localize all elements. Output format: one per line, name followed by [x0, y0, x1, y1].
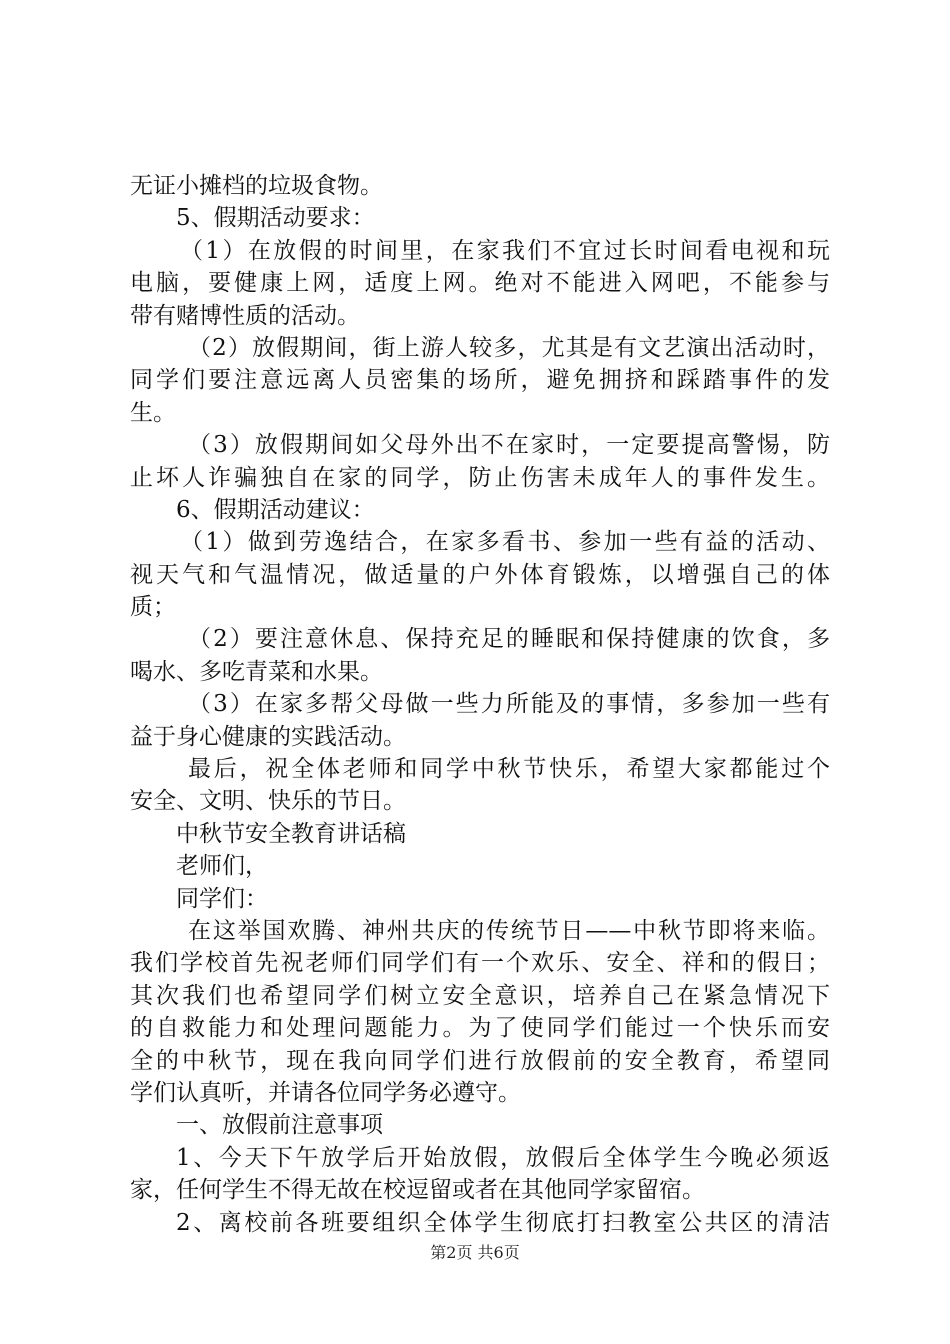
- text-line: 的自救能力和处理问题能力。为了使同学们能过一个快乐而安: [130, 1015, 830, 1042]
- text-line: 家，任何学生不得无故在校逗留或者在其他同学家留宿。: [130, 1177, 705, 1204]
- text-line: （2）要注意休息、保持充足的睡眠和保持健康的饮食，多: [188, 626, 830, 653]
- text-line: （3）在家多帮父母做一些力所能及的事情，多参加一些有: [188, 691, 830, 718]
- text-line: （3）放假期间如父母外出不在家时，一定要提高警惕，防: [188, 432, 830, 459]
- text-line: 一、放假前注意事项: [176, 1112, 383, 1139]
- text-line: 其次我们也希望同学们树立安全意识，培养自己在紧急情况下: [130, 982, 830, 1009]
- text-line: 学们认真听，并请各位同学务必遵守。: [130, 1079, 521, 1106]
- text-line: 同学们：: [176, 885, 268, 912]
- text-line: 生。: [130, 399, 176, 426]
- text-line: （1）做到劳逸结合，在家多看书、参加一些有益的活动、: [180, 529, 830, 556]
- text-line: 止坏人诈骗独自在家的同学，防止伤害未成年人的事件发生。: [130, 464, 830, 491]
- text-line: 益于身心健康的实践活动。: [130, 723, 406, 750]
- text-line: 喝水、多吃青菜和水果。: [130, 658, 383, 685]
- text-line: 带有赌博性质的活动。: [130, 302, 360, 329]
- page-number: 第2页 共6页: [430, 1243, 520, 1262]
- text-line: 质；: [130, 594, 176, 621]
- text-line: 无证小摊档的垃圾食物。: [130, 173, 383, 199]
- text-line: （1）在放假的时间里，在家我们不宜过长时间看电视和玩: [180, 237, 830, 264]
- document-body: [130, 170, 830, 1239]
- text-line: 全的中秋节，现在我向同学们进行放假前的安全教育，希望同: [130, 1047, 830, 1074]
- text-line: 中秋节安全教育讲话稿: [176, 820, 406, 847]
- text-line: 老师们，: [176, 853, 268, 880]
- text-line: 最后，祝全体老师和同学中秋节快乐，希望大家都能过个: [188, 756, 830, 783]
- text-line: 5、假期活动要求：: [176, 205, 375, 232]
- text-line: 1、今天下午放学后开始放假，放假后全体学生今晚必须返: [176, 1144, 830, 1171]
- text-line: 同学们要注意远离人员密集的场所，避免拥挤和踩踏事件的发: [130, 367, 830, 394]
- text-line: 在这举国欢腾、神州共庆的传统节日——中秋节即将来临。: [188, 917, 830, 944]
- text-line: 电脑，要健康上网，适度上网。绝对不能进入网吧，不能参与: [130, 270, 830, 297]
- text-line: （2）放假期间，街上游人较多，尤其是有文艺演出活动时，: [188, 334, 830, 361]
- text-line: 视天气和气温情况，做适量的户外体育锻炼，以增强自己的体: [130, 561, 830, 588]
- text-line: 安全、文明、快乐的节日。: [130, 788, 406, 815]
- text-line: 2、离校前各班要组织全体学生彻底打扫教室公共区的清洁: [176, 1209, 830, 1236]
- text-line: 我们学校首先祝老师们同学们有一个欢乐、安全、祥和的假日；: [130, 950, 830, 977]
- text-line: 6、假期活动建议：: [176, 496, 375, 523]
